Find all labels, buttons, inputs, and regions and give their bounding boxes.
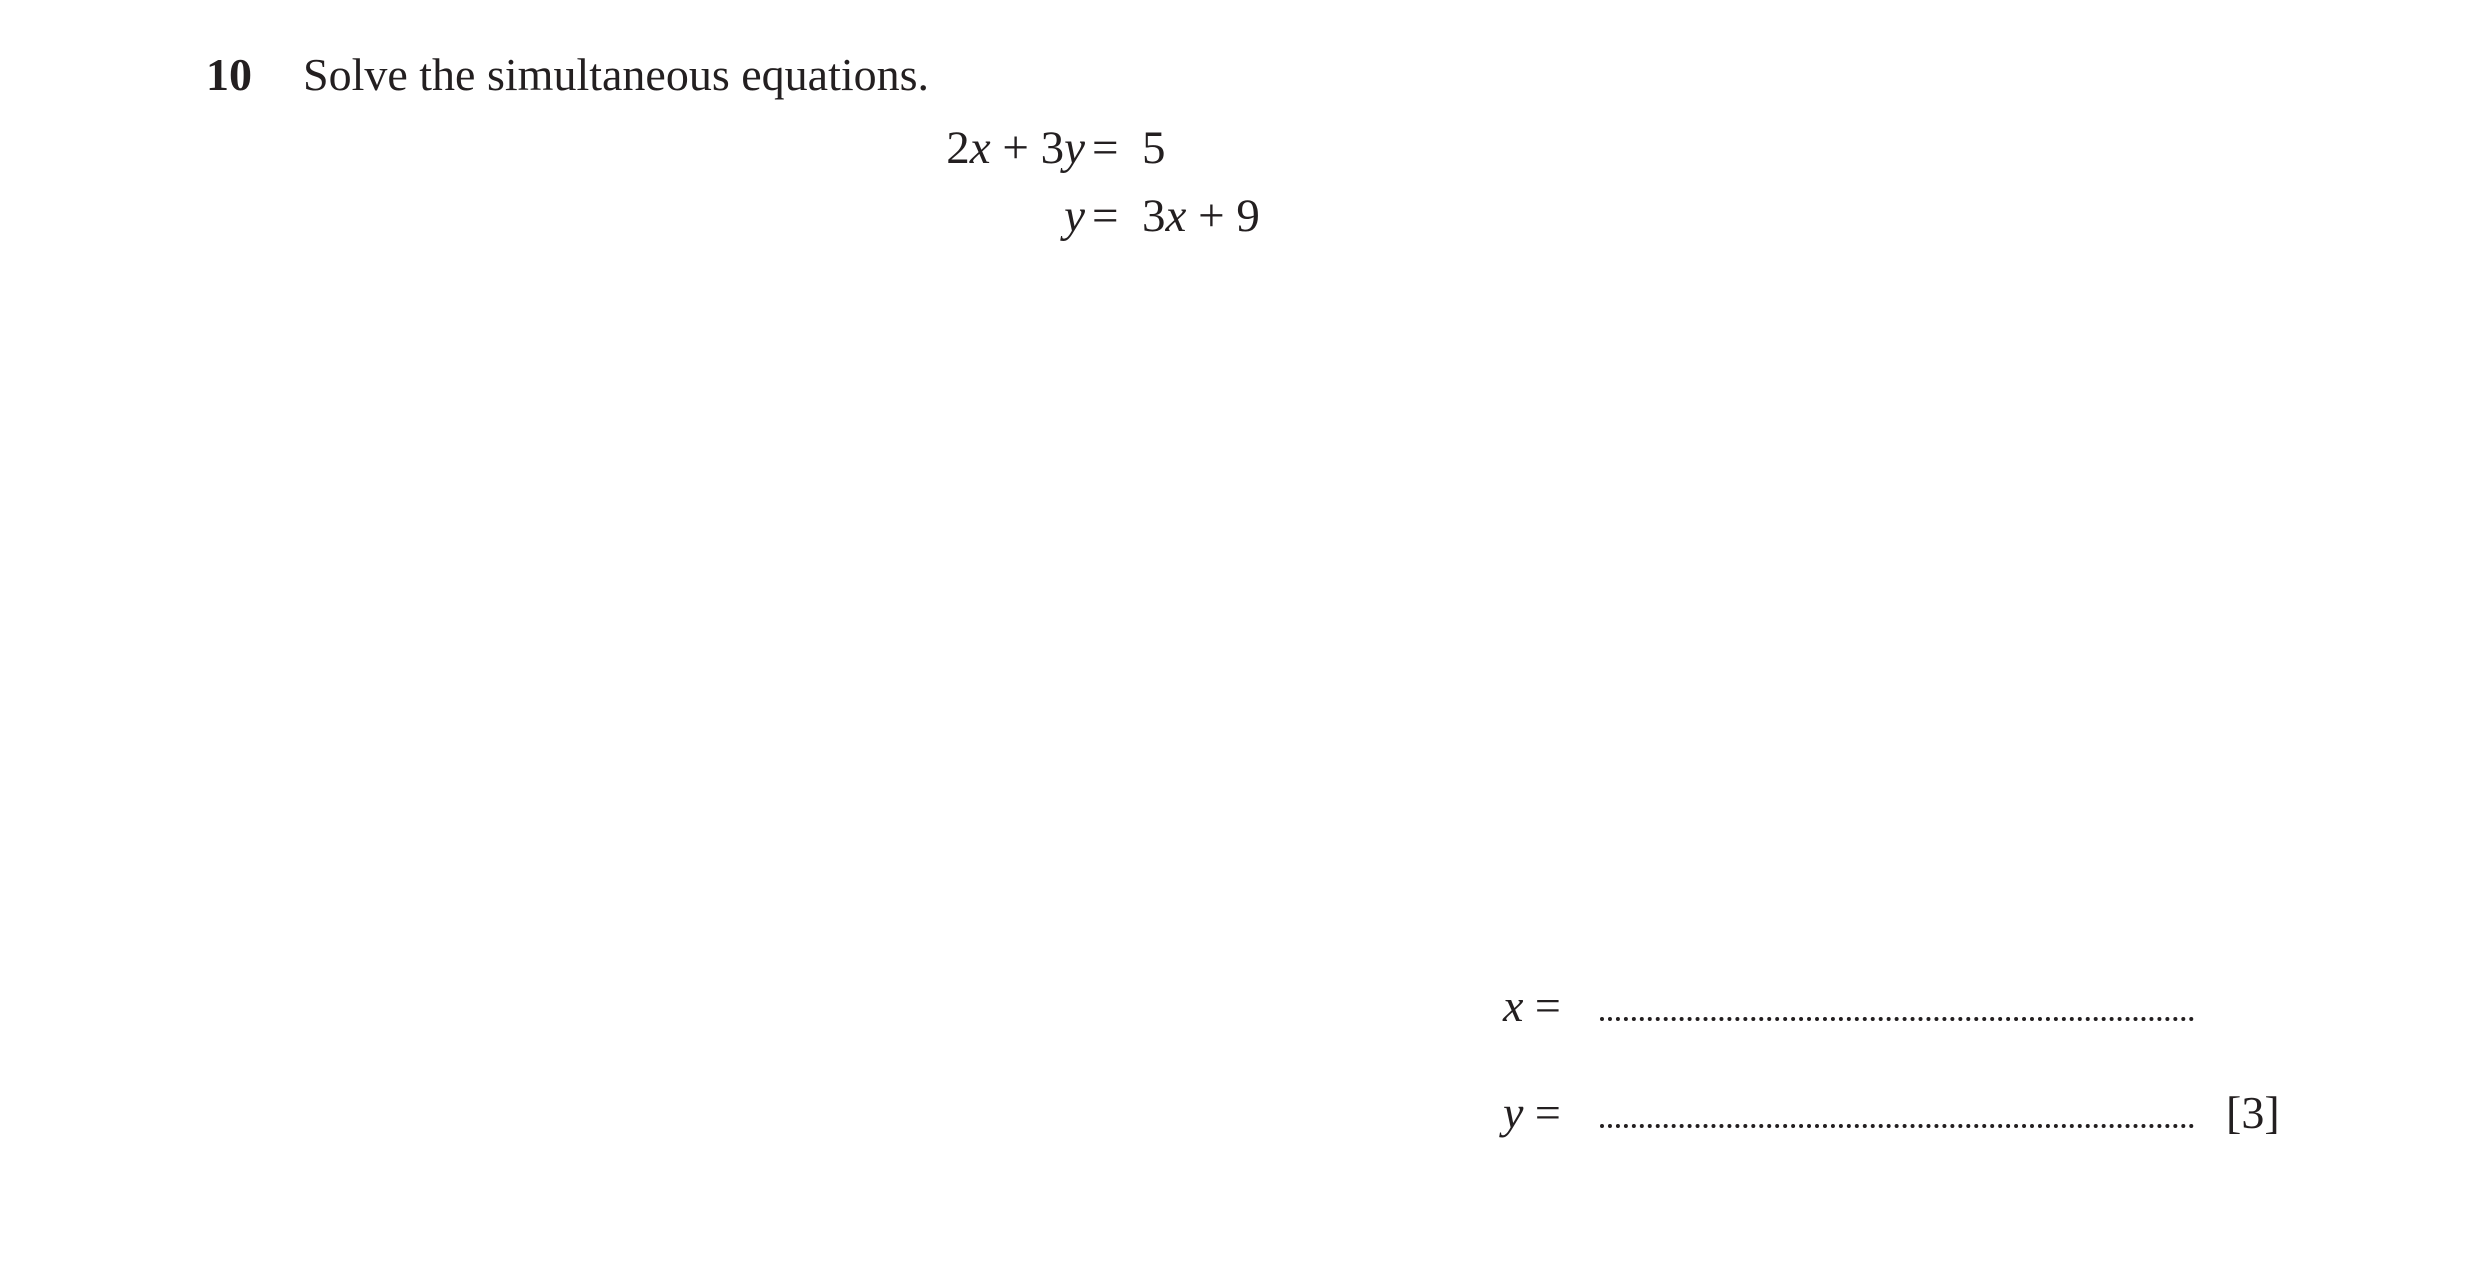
variable-x: x <box>969 122 991 174</box>
coefficient: 3 <box>1142 190 1166 242</box>
variable-x: x <box>1165 190 1187 242</box>
equation-1 <box>0 115 2481 181</box>
equals-sign: = <box>1092 190 1119 242</box>
constant: 9 <box>1236 190 1260 242</box>
equation-1-rhs <box>1142 115 1166 181</box>
marks-label: [3] <box>2226 1087 2280 1138</box>
variable-y: y <box>1064 190 1085 242</box>
coefficient: 2 <box>946 122 970 174</box>
coefficient: 3 <box>1040 122 1065 174</box>
answer-row-x <box>0 975 2481 1045</box>
variable-y: y <box>1064 122 1085 174</box>
equation-2-rhs <box>1142 183 1260 249</box>
variable-x: x <box>1503 980 1524 1031</box>
equation-system <box>0 115 2481 255</box>
plus-sign: + <box>1002 122 1029 174</box>
equals-sign: = <box>1534 980 1561 1031</box>
variable-y: y <box>1503 1087 1524 1138</box>
equation-1-lhs <box>946 115 1085 181</box>
answer-label-y <box>1503 1082 1561 1144</box>
equation-2-lhs <box>1064 183 1085 249</box>
answer-label-x <box>1503 975 1561 1037</box>
answer-row-y <box>0 1082 2481 1152</box>
answer-field-y[interactable] <box>1600 1082 2198 1130</box>
equals-sign: = <box>1534 1087 1561 1138</box>
equation-2 <box>0 183 2481 249</box>
plus-sign: + <box>1198 190 1225 242</box>
answer-field-x[interactable] <box>1600 975 2198 1023</box>
question-prompt: Solve the simultaneous equations. <box>303 49 930 100</box>
equals-sign: = <box>1092 122 1119 174</box>
constant: 5 <box>1142 122 1166 174</box>
question-number: 10 <box>206 49 252 100</box>
